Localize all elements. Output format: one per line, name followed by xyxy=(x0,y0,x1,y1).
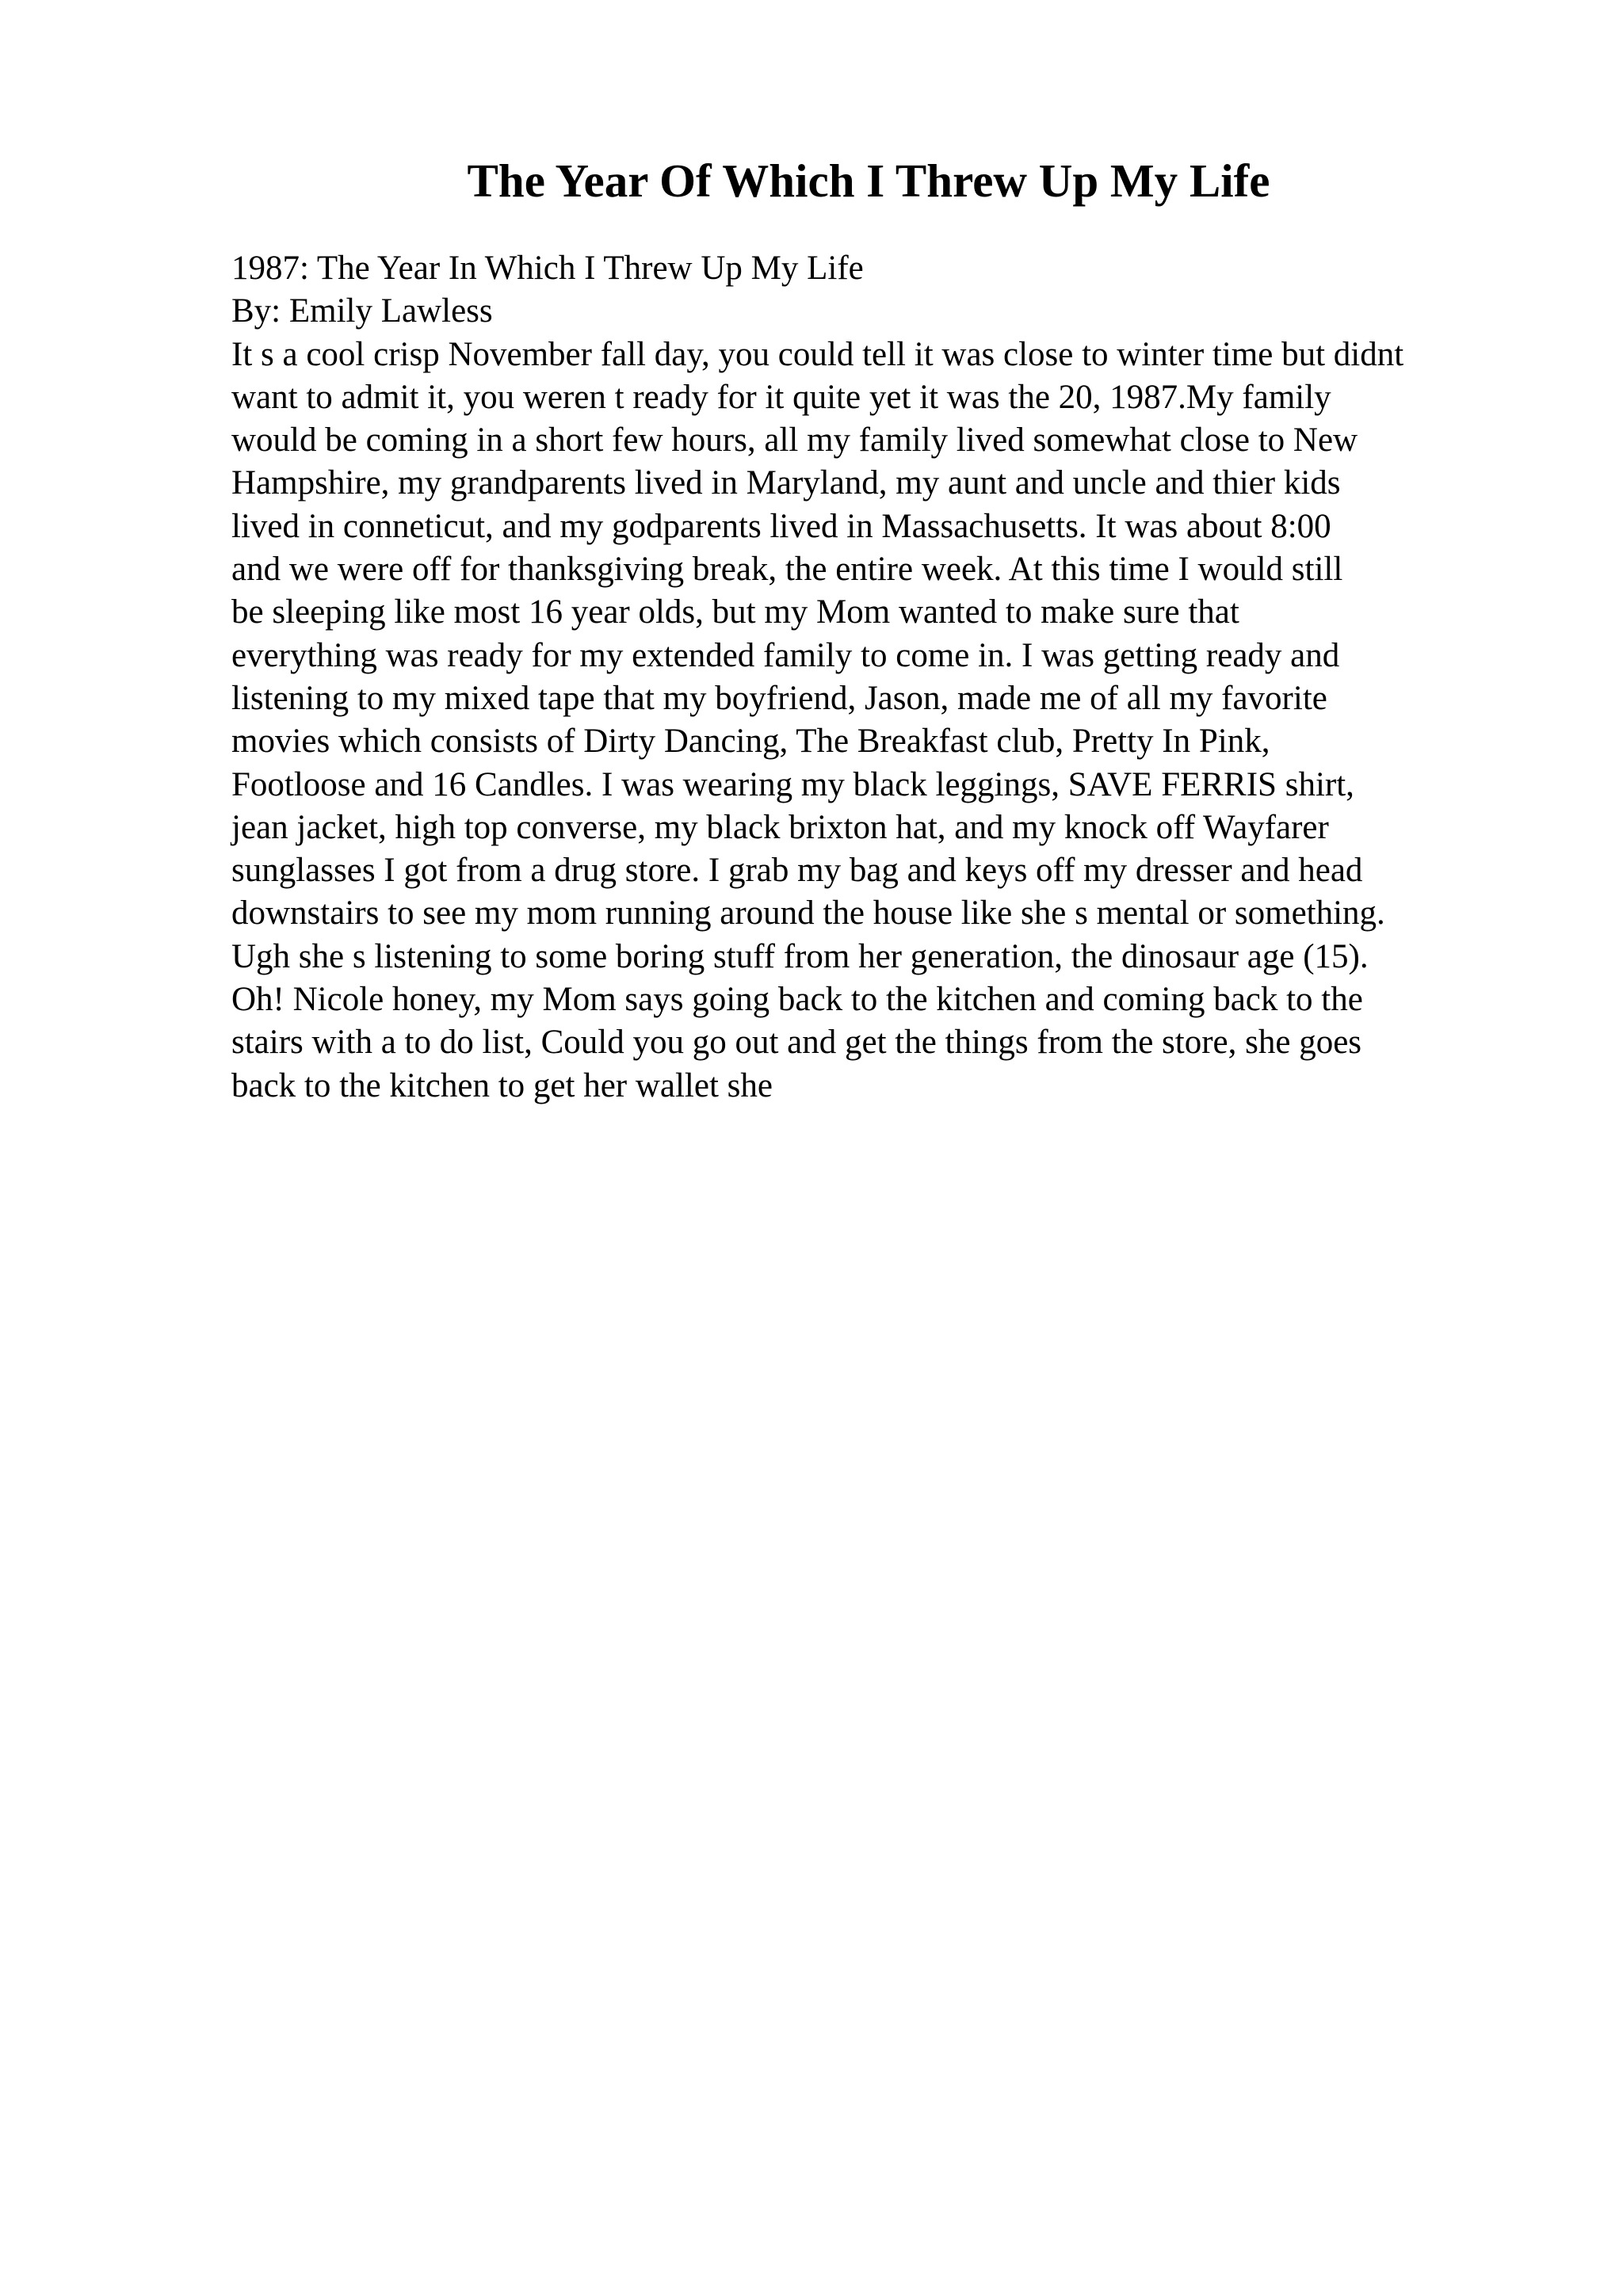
body-line: jean jacket, high top converse, my black brixton hat, and my knock off Wayfarer xyxy=(231,808,1329,846)
body-line: listening to my mixed tape that my boyfriend, Jason, made me of all my favorite xyxy=(231,679,1327,717)
subtitle-line: 1987: The Year In Which I Threw Up My Life xyxy=(231,250,864,287)
body-line: and we were off for thanksgiving break, the entire week. At this time I would still xyxy=(231,551,1343,589)
body-line: Oh! Nicole honey, my Mom says going back to the kitchen and coming back to the xyxy=(231,981,1363,1019)
body-line: lived in conneticut, and my godparents lived in Massachusetts. It was about 8:00 xyxy=(231,507,1331,545)
body-line: Ugh she s listening to some boring stuff from her generation, the dinosaur age (15). xyxy=(231,937,1369,975)
body-line: stairs with a to do list, Could you go out and get the things from the store, she goes xyxy=(231,1024,1362,1062)
body-line: sunglasses I got from a drug store. I grab my bag and keys off my dresser and head xyxy=(231,852,1363,890)
document-title: The Year Of Which I Threw Up My Life xyxy=(467,154,1270,207)
body-line: would be coming in a short few hours, all my family lived somewhat close to New xyxy=(231,421,1358,460)
body-line: It s a cool crisp November fall day, you could tell it was close to winter time but didnt xyxy=(231,335,1404,373)
body-line: want to admit it, you weren t ready for it quite yet it was the 20, 1987.My family xyxy=(231,378,1331,416)
body-line: be sleeping like most 16 year olds, but my Mom wanted to make sure that xyxy=(231,593,1239,631)
body-line: downstairs to see my mom running around the house like she s mental or something. xyxy=(231,894,1385,933)
body-line: everything was ready for my extended family to come in. I was getting ready and xyxy=(231,636,1340,674)
body-line: Hampshire, my grandparents lived in Maryland, my aunt and uncle and thier kids xyxy=(231,464,1341,502)
body-line: movies which consists of Dirty Dancing, The Breakfast club, Pretty In Pink, xyxy=(231,723,1270,761)
author-line: By: Emily Lawless xyxy=(231,292,493,330)
body-line: back to the kitchen to get her wallet she xyxy=(231,1066,773,1104)
body-line: Footloose and 16 Candles. I was wearing my black leggings, SAVE FERRIS shirt, xyxy=(231,765,1354,803)
document-body xyxy=(231,247,1594,1108)
